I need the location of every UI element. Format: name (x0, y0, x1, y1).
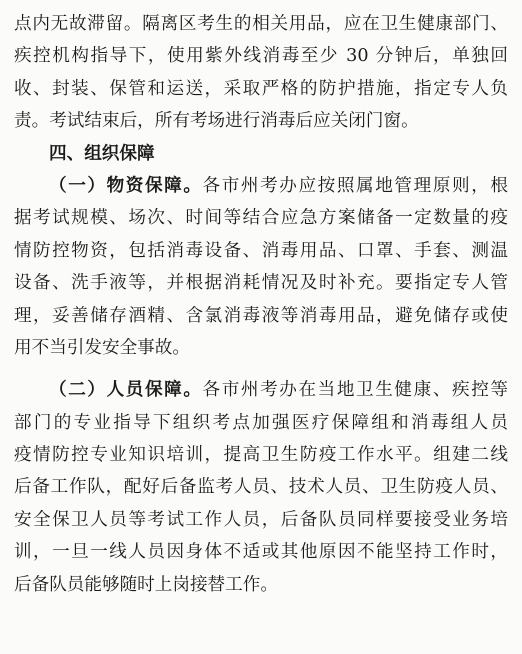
paragraph-first-line (14, 170, 508, 202)
text-line: 设备、洗手液等，并根据消耗情况及时补充。要指定专人管 (14, 273, 508, 294)
text-line: 情防控物资，包括消毒设备、消毒用品、口罩、手套、测温 (14, 240, 508, 261)
text-line: 据考试规模、场次、时间等结合应急方案储备一定数量的疫 (14, 208, 508, 229)
text-line: 后备工作队，配好后备监考人员、技术人员、卫生防疫人员、 (14, 477, 508, 498)
text-line: 安全保卫人员等考试工作人员，后备队员同样要接受业务培 (14, 509, 508, 530)
paragraph-first-line (14, 374, 508, 406)
paragraph-label: （二）人员保障。 (49, 379, 203, 401)
text-line: 部门的专业指导下组织考点加强医疗保障组和消毒组人员 (14, 412, 508, 433)
text-line: 责。考试结束后，所有考场进行消毒后应关闭门窗。 (14, 111, 419, 132)
text-line: 收、封装、保管和运送，采取严格的防护措施，指定专人负 (14, 78, 508, 99)
text-line: 用不当引发安全事故。 (14, 337, 190, 358)
paragraph-label: （一）物资保障。 (49, 174, 203, 196)
text-line: 疫情防控专业知识培训，提高卫生防疫工作水平。组建二线 (14, 445, 508, 466)
text-line: 疾控机构指导下，使用紫外线消毒至少 30 分钟后，单独回 (14, 46, 508, 67)
text-line: 训，一旦一线人员因身体不适或其他原因不能坚持工作时， (14, 542, 508, 563)
text-line: 点内无故滞留。隔离区考生的相关用品，应在卫生健康部门、 (14, 14, 508, 34)
section-heading: 四、组织保障 (49, 143, 155, 164)
text-line: 后备队员能够随时上岗接替工作。 (14, 574, 278, 595)
paragraph-gap (14, 364, 508, 374)
text-line: 理，妥善储存酒精、含氯消毒液等消毒用品，避免储存或使 (14, 305, 508, 326)
paragraph-text: 各市州考办在当地卫生健康、疾控等 (202, 380, 508, 401)
paragraph-text: 各市州考办应按照属地管理原则，根 (202, 175, 508, 196)
